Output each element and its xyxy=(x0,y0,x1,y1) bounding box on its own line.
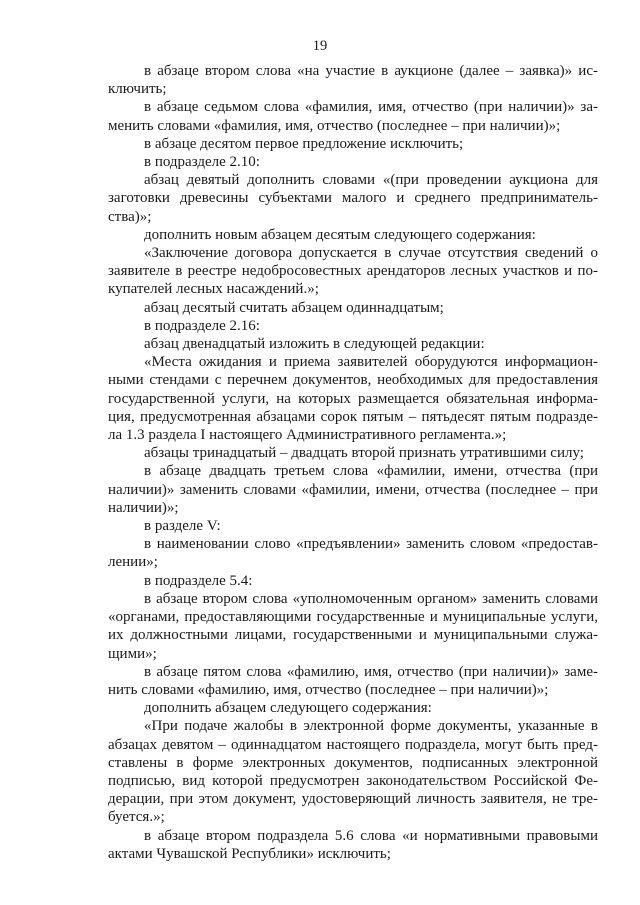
paragraph: абзац десятый считать абзацем одиннадцатым; xyxy=(144,299,444,316)
paragraph: в абзаце десятом первое предложение исключить; xyxy=(144,135,464,152)
paragraph: в разделе V: xyxy=(144,518,221,535)
paragraph: в абзаце втором слова «уполномоченным органом» заменить словами «органами, предоставляющими государственные и муниципальные услуги, их должностными лицами, государственными и муниципальными служа-щими»; xyxy=(108,590,598,662)
paragraph: в абзаце втором подраздела 5.6 слова «и нормативными правовыми актами Чувашской Республики» исключить; xyxy=(108,827,598,862)
paragraph: абзац двенадцатый изложить в следующей редакции: xyxy=(144,336,485,353)
document-body xyxy=(108,62,598,863)
paragraph: «Заключение договора допускается в случае отсутствия сведений о заявителе в реестре недобросовестных арендаторов лесных участков и по-купателей лесных насаждений.»; xyxy=(108,245,598,298)
paragraph: абзацы тринадцатый – двадцать второй признать утратившими силу; xyxy=(144,445,584,462)
paragraph: в подразделе 2.10: xyxy=(144,154,260,171)
paragraph: «При подаче жалобы в электронной форме документы, указанные в абзацах девятом – одиннадцатом настоящего подраздела, могут быть пред-ставлены в форме электронных документов, подписанных электронной подписью, вид которой предусмотрен законодательством Российской Фе-дерации, при этом документ, удостоверяющий личность заявителя, не тре-буется.»; xyxy=(108,718,598,826)
page-number: 19 xyxy=(312,38,328,54)
paragraph: дополнить абзацем следующего содержания: xyxy=(144,700,432,717)
paragraph: «Места ожидания и приема заявителей оборудуются информацион-ными стендами с перечнем документов, необходимых для предоставления государственной услуги, на которых размещается обязательная информа-ция, предусмотренная абзацами сорок пятым – пятьдесят пятым подразде-ла 1.3 раздела I настоящего Административного регламента.»; xyxy=(108,354,598,444)
paragraph: в абзаце втором слова «на участие в аукционе (далее – заявка)» ис-ключить; xyxy=(108,63,598,98)
paragraph: в подразделе 5.4: xyxy=(144,572,253,589)
paragraph: в подразделе 2.16: xyxy=(144,317,260,334)
paragraph: дополнить новым абзацем десятым следующего содержания: xyxy=(144,226,536,243)
paragraph: в абзаце пятом слова «фамилию, имя, отчество (при наличии)» заме-нить словами «фамилию, имя, отчество (последнее – при наличии)»; xyxy=(108,663,598,698)
paragraph: в абзаце двадцать третьем слова «фамилии, имени, отчества (при наличии)» заменить словами «фамилии, имени, отчества (последнее – при наличии)»; xyxy=(108,463,598,516)
paragraph: в абзаце седьмом слова «фамилия, имя, отчество (при наличии)» за-менить словами «фамилия, имя, отчество (последнее – при наличии)»; xyxy=(108,99,598,134)
paragraph: в наименовании слово «предъявлении» заменить словом «предостав-лении»; xyxy=(108,536,598,571)
paragraph: абзац девятый дополнить словами «(при проведении аукциона для заготовки древесины субъектами малого и среднего предприниматель-ства)»; xyxy=(108,172,598,225)
